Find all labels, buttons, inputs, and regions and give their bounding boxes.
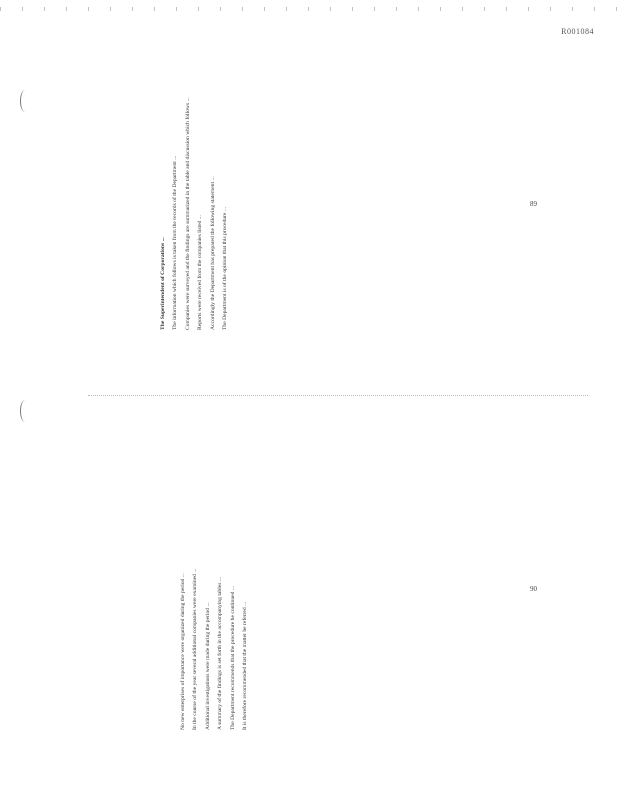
page-number: 90 [530, 585, 537, 593]
page-fold-line [88, 395, 588, 396]
paragraph: Reports were received from the companies listed ... [197, 215, 204, 330]
binding-hole-icon [20, 400, 30, 422]
paragraph: It is therefore recommended that the matter be referred ... [242, 601, 249, 730]
paragraph: Companies were surveyed and the findings are summarized in the table and discussion which follows ... [184, 97, 191, 330]
paragraph: The Department recommends that the procedure be continued ... [229, 586, 236, 730]
binding-holes [20, 90, 30, 710]
paragraph: The Department is of the opinion that this procedure ... [222, 206, 229, 330]
paragraph: No new enterprises of importance were organized during the period ... [180, 573, 186, 730]
scan-edge-marks [0, 7, 618, 11]
paragraph: In the course of the year several additional companies were examined ... [192, 568, 199, 730]
bottom-half-text [180, 430, 580, 730]
paragraph: The information which follows is taken from the records of the Department ... [172, 155, 179, 330]
binding-hole-icon [20, 90, 30, 112]
paragraph: A summary of the findings is set forth in the accompanying tables ... [217, 576, 224, 730]
page-number: 89 [530, 200, 537, 208]
paragraph: Additional investigations were made during the period ... [204, 602, 211, 730]
top-half-text [160, 30, 600, 330]
paragraph: The Superintendent of Corporations ... [160, 237, 166, 330]
document-id: R001084 [561, 27, 594, 36]
paragraph: Accordingly the Department has prepared the following statement ... [209, 176, 216, 330]
